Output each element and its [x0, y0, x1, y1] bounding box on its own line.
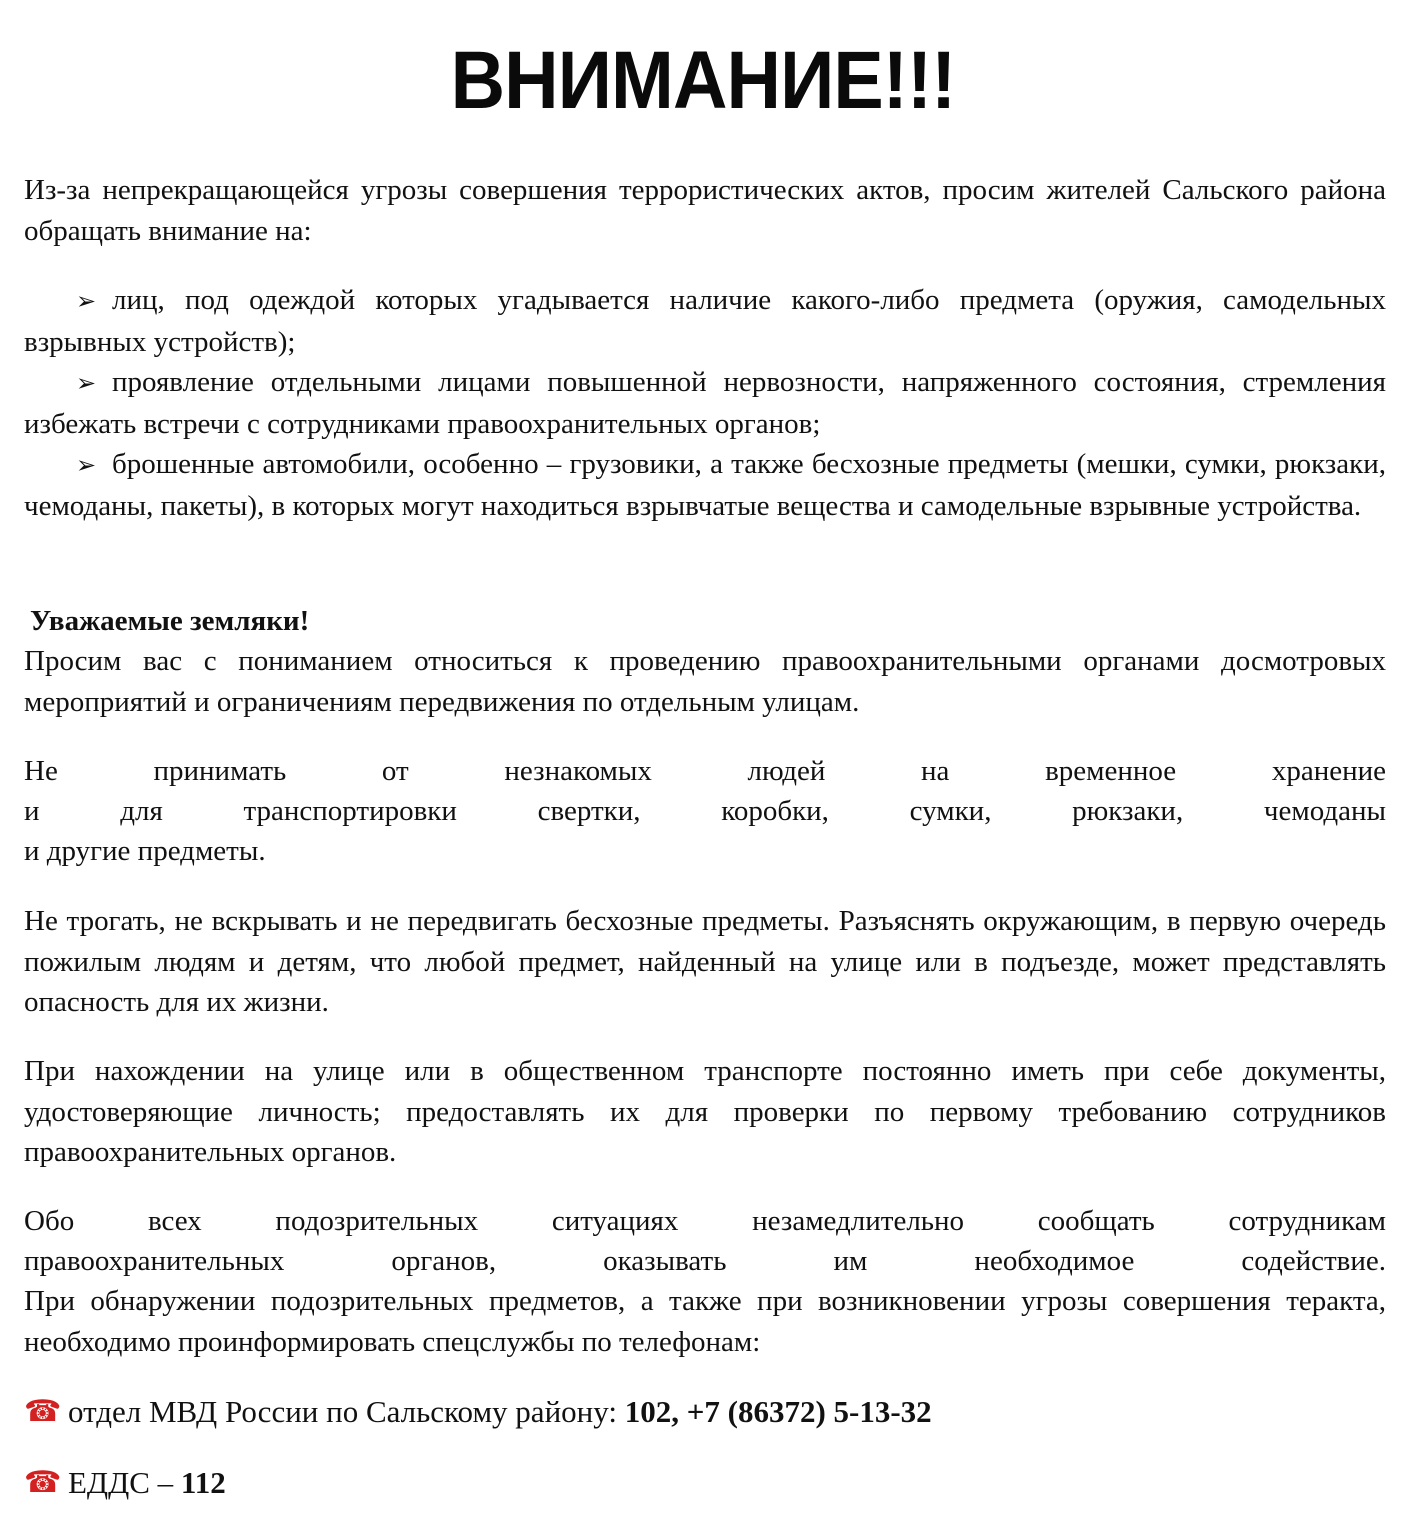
contact-edds [24, 1463, 1386, 1503]
contact-mvd [24, 1392, 1386, 1432]
paragraph-documents: При нахождении на улице или в общественном транспорте постоянно иметь при себе документы, удостоверяющие личность; предоставлять их для проверки по первому требованию сотрудников правоохранительных органов. [24, 1055, 1386, 1168]
list-item-text: проявление отдельными лицами повышенной нервозности, напряженного состояния, стремления избежать встречи с сотрудниками правоохранительных органов; [24, 366, 1386, 440]
paragraph-report-line1: Обо всех подозрительных ситуациях незамедлительно сообщать сотрудникам [24, 1205, 1386, 1237]
paragraph-inspections: Просим вас с пониманием относиться к проведению правоохранительными органами досмотровых мероприятий и ограничениям передвижения по отдельным улицам. [24, 645, 1386, 718]
paragraph-report-rest: При обнаружении подозрительных предметов, а также при возникновении угрозы совершения теракта, необходимо проинформировать спецслужбы по телефонам: [24, 1285, 1386, 1358]
list-item [24, 362, 1386, 444]
list-item-text: брошенные автомобили, особенно – грузовики, а также бесхозные предметы (мешки, сумки, рюкзаки, чемоданы, пакеты), в которых могут находиться взрывчатые вещества и самодельные взрывные устройства. [24, 448, 1386, 522]
paragraph-storage-line1: Не принимать от незнакомых людей на временное хранение [24, 755, 1386, 787]
paragraph-report-line2: правоохранительных органов, оказывать им необходимое содействие. [24, 1245, 1386, 1277]
contact-number[interactable]: 112 [180, 1465, 226, 1500]
intro-paragraph: Из-за непрекращающейся угрозы совершения террористических актов, просим жителей Сальского района обращать внимание на: [24, 174, 1386, 247]
paragraph-storage-line3: и другие предметы. [24, 835, 266, 867]
paragraph-storage-line2: и для транспортировки свертки, коробки, сумки, рюкзаки, чемоданы [24, 795, 1386, 827]
telephone-icon: ☎ [24, 1465, 62, 1500]
contact-number[interactable]: 102, +7 (86372) 5-13-32 [624, 1394, 932, 1429]
page-title: ВНИМАНИЕ!!! [450, 35, 956, 126]
warning-list [24, 280, 1386, 526]
telephone-icon: ☎ [24, 1394, 62, 1429]
list-item-text: лиц, под одеждой которых угадывается наличие какого-либо предмета (оружия, самодельных взрывных устройств); [24, 284, 1386, 358]
arrow-bullet-icon: ➢ [76, 369, 97, 397]
list-item [24, 444, 1386, 526]
paragraph-unattended-items: Не трогать, не вскрывать и не передвигать бесхозные предметы. Разъяснять окружающим, в первую очередь пожилым людям и детям, что любой предмет, найденный на улице или в подъезде, может представлять опасность для их жизни. [24, 905, 1386, 1018]
contact-label: отдел МВД России по Сальскому району: [68, 1394, 625, 1429]
arrow-bullet-icon: ➢ [76, 287, 97, 315]
greeting-heading: Уважаемые земляки! [30, 605, 310, 637]
contact-label: ЕДДС – [68, 1465, 181, 1500]
list-item [24, 280, 1386, 362]
arrow-bullet-icon: ➢ [76, 451, 97, 479]
